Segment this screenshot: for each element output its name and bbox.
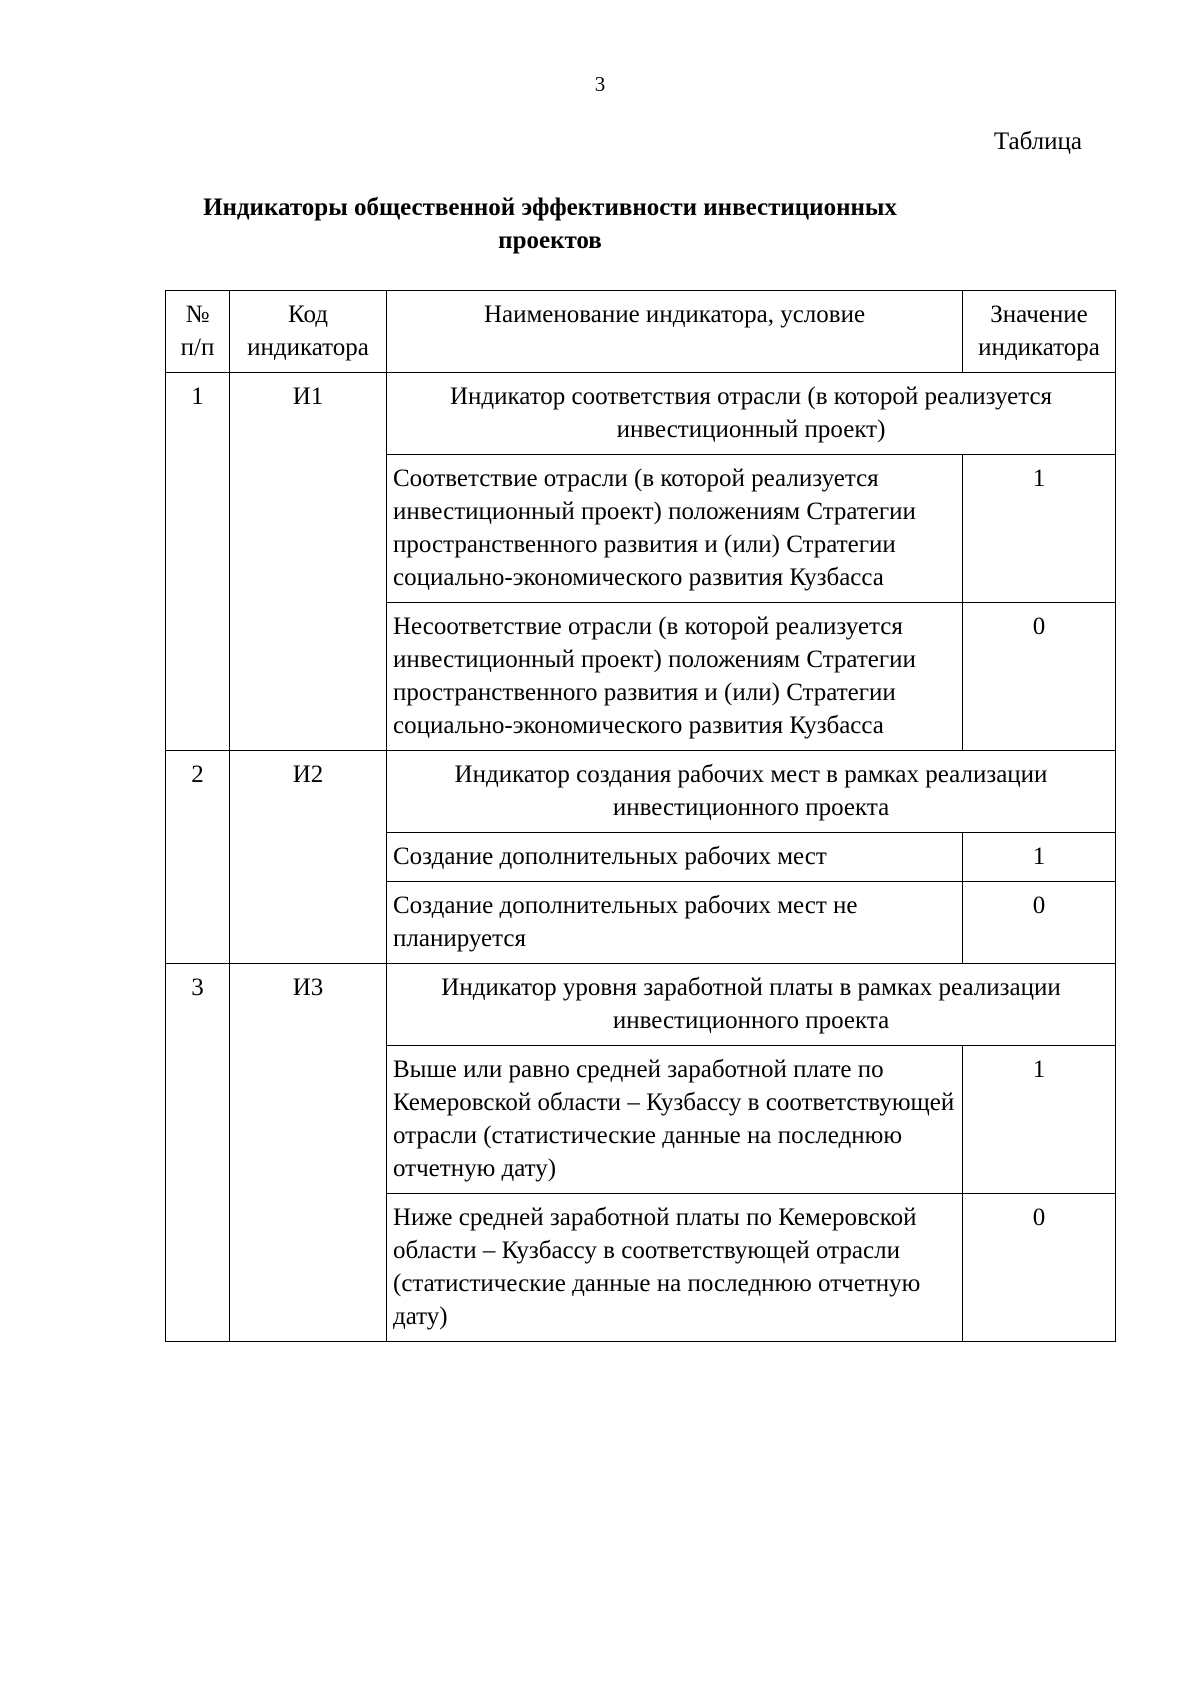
indicator-row-3 <box>166 964 1116 1046</box>
document-title <box>200 191 900 257</box>
page-number: 3 <box>594 72 606 96</box>
header-value <box>963 291 1116 373</box>
condition-value: 0 <box>963 1194 1116 1342</box>
indicator-number: 1 <box>166 373 230 751</box>
header-row <box>166 291 1116 373</box>
document-title-line-2: проектов <box>498 227 602 254</box>
indicator-code: И3 <box>230 964 387 1342</box>
condition-value: 0 <box>963 882 1116 964</box>
document-title-line-1: Индикаторы общественной эффективности инвестиционных <box>203 194 897 221</box>
header-code <box>230 291 387 373</box>
indicator-title: Индикатор уровня заработной платы в рамках реализации инвестиционного проекта <box>387 964 1116 1046</box>
indicator-row-1 <box>166 373 1116 455</box>
indicator-code: И1 <box>230 373 387 751</box>
condition-value: 1 <box>963 455 1116 603</box>
header-number-line-2: п/п <box>180 334 215 361</box>
condition-value: 0 <box>963 603 1116 751</box>
header-value-line-1: Значение <box>990 301 1088 328</box>
condition-value: 1 <box>963 1046 1116 1194</box>
condition-text: Выше или равно средней заработной плате по Кемеровской области – Кузбассу в соответствующей отрасли (статистические данные на последнюю отчетную дату) <box>387 1046 963 1194</box>
header-number <box>166 291 230 373</box>
condition-value: 1 <box>963 833 1116 882</box>
table-caption: Таблица <box>993 128 1082 155</box>
header-code-line-2: индикатора <box>247 334 369 361</box>
indicator-title: Индикатор соответствия отрасли (в которой реализуется инвестиционный проект) <box>387 373 1116 455</box>
condition-text: Создание дополнительных рабочих мест <box>387 833 963 882</box>
indicator-number: 3 <box>166 964 230 1342</box>
condition-text: Ниже средней заработной платы по Кемеровской области – Кузбассу в соответствующей отрасли (статистические данные на последнюю отчетную дату) <box>387 1194 963 1342</box>
condition-text: Создание дополнительных рабочих мест не планируется <box>387 882 963 964</box>
header-value-line-2: индикатора <box>978 334 1100 361</box>
indicator-number: 2 <box>166 751 230 964</box>
header-number-line-1: № <box>185 301 210 328</box>
condition-text: Соответствие отрасли (в которой реализуется инвестиционный проект) положениям Стратегии пространственного развития и (или) Стратегии социально-экономического развития Кузбасса <box>387 455 963 603</box>
condition-text: Несоответствие отрасли (в которой реализуется инвестиционный проект) положениям Стратегии пространственного развития и (или) Стратегии социально-экономического развития Кузбасса <box>387 603 963 751</box>
indicators-table <box>165 290 1116 1342</box>
indicator-title: Индикатор создания рабочих мест в рамках реализации инвестиционного проекта <box>387 751 1116 833</box>
indicator-code: И2 <box>230 751 387 964</box>
header-name: Наименование индикатора, условие <box>387 291 963 373</box>
header-code-line-1: Код <box>288 301 328 328</box>
indicator-row-2 <box>166 751 1116 833</box>
